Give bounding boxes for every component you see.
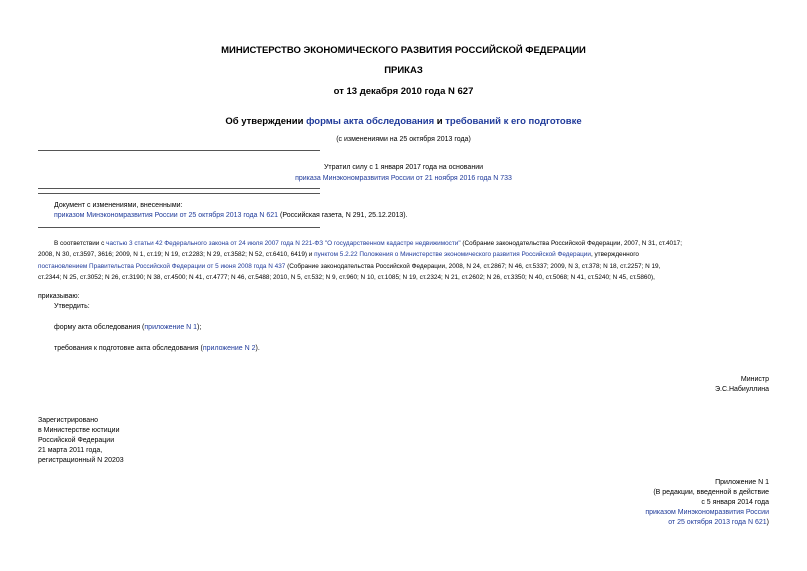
title-link-form[interactable]: формы акта обследования [306,116,435,127]
registration-block: Зарегистрировано в Министерстве юстиции Российской Федерации 21 марта 2011 года, регистрационный N 20203 [38,417,124,464]
doc-type-heading: ПРИКАЗ [384,65,423,76]
document-title [0,116,807,127]
appendix-2-link[interactable]: приложение N 2 [202,345,256,352]
ministry-heading: МИНИСТЕРСТВО ЭКОНОМИЧЕСКОГО РАЗВИТИЯ РОССИЙСКОЙ ФЕДЕРАЦИИ [221,45,586,56]
appendix-order-link[interactable]: приказом Минэкономразвития России [645,509,769,516]
preamble-line: постановлением Правительства Российской Федерации от 5 июня 2008 года N 437 (Собрание законодательства Российской Федерации, 2008, N 24, ст.2867; N 46, ст.5337; 2009, N 3, ст.378; N 18, ст.2257; N 19, [38,262,661,270]
date-number-heading: от 13 декабря 2010 года N 627 [333,86,474,97]
appendix-block: Приложение N 1 (В редакции, введенной в действие с 5 января 2014 года приказом Минэкономразвития России от 25 октября 2013 года N 621) [645,479,769,526]
regulation-link[interactable]: пунктом 5.2.22 Положения о Министерстве экономического развития Российской Федерации [314,251,591,259]
order-item-2: требования к подготовке акта обследования (приложение N 2). [54,345,260,352]
preamble-line: 2008, N 30, ст.3597, 3616; 2009, N 1, ст.19; N 19, ст.2283; N 29, ст.3582; N 52, ст.6410, 6419) и пунктом 5.2.22 Положения о Министерстве экономического развития Российской Федерации, утвержденного [38,251,639,259]
title-mid: и [434,116,446,127]
divider [38,150,320,151]
approve-label: Утвердить: [54,303,90,310]
divider [38,193,320,194]
edition-note: (с изменениями на 25 октября 2013 года) [336,136,471,143]
title-link-requirements[interactable]: требований к его подготовке [445,116,582,127]
lost-force-text: Утратил силу с 1 января 2017 года на основании [323,164,484,171]
changes-label: Документ с изменениями, внесенными: [54,202,183,209]
resolution-link[interactable]: постановлением Правительства Российской Федерации от 5 июня 2008 года N 437 [38,262,286,270]
law-link[interactable]: частью 3 статьи 42 Федерального закона от 24 июля 2007 года N 221-ФЗ "О государственном кадастре недвижимости" [106,240,461,247]
preamble-line: ст.2344; N 25, ст.3052; N 26, ст.3190; N 38, ст.4500; N 41, ст.4777; N 46, ст.5488; 2010, N 5, ст.532; N 9, ст.960; N 10, ст.1085; N 19, ст.2324; N 21, ст.2602; N 26, ст.3350; N 40, ст.5068; N 41, ст.5240; N 45, ст.5860), [38,273,655,281]
appendix-title: Приложение N 1 [715,479,769,486]
lost-force-link[interactable]: приказа Минэкономразвития России от 21 ноября 2016 года N 733 [295,175,512,182]
divider [38,188,320,189]
appendix-1-link[interactable]: приложение N 1 [144,324,198,331]
changes-source: (Российская газета, N 291, 25.12.2013). [278,212,408,219]
title-prefix: Об утверждении [225,116,307,127]
signer-name: Э.С.Набиуллина [714,386,769,393]
appendix-date-link[interactable]: от 25 октября 2013 года N 621 [668,519,767,526]
signer-position: Министр [740,376,769,383]
order-item-1: форму акта обследования (приложение N 1); [54,324,202,331]
preamble-line: В соответствии с частью 3 статьи 42 Федерального закона от 24 июля 2007 года N 221-ФЗ "О государственном кадастре недвижимости" (Собрание законодательства Российской Федерации, 2007, N 31, ст.4017; [54,240,682,247]
divider [38,227,320,228]
preamble-paragraph [38,238,771,283]
changes-link[interactable]: приказом Минэкономразвития России от 25 октября 2013 года N 621 [54,212,279,219]
order-verb: приказываю: [38,293,80,300]
changes-line [54,211,408,221]
